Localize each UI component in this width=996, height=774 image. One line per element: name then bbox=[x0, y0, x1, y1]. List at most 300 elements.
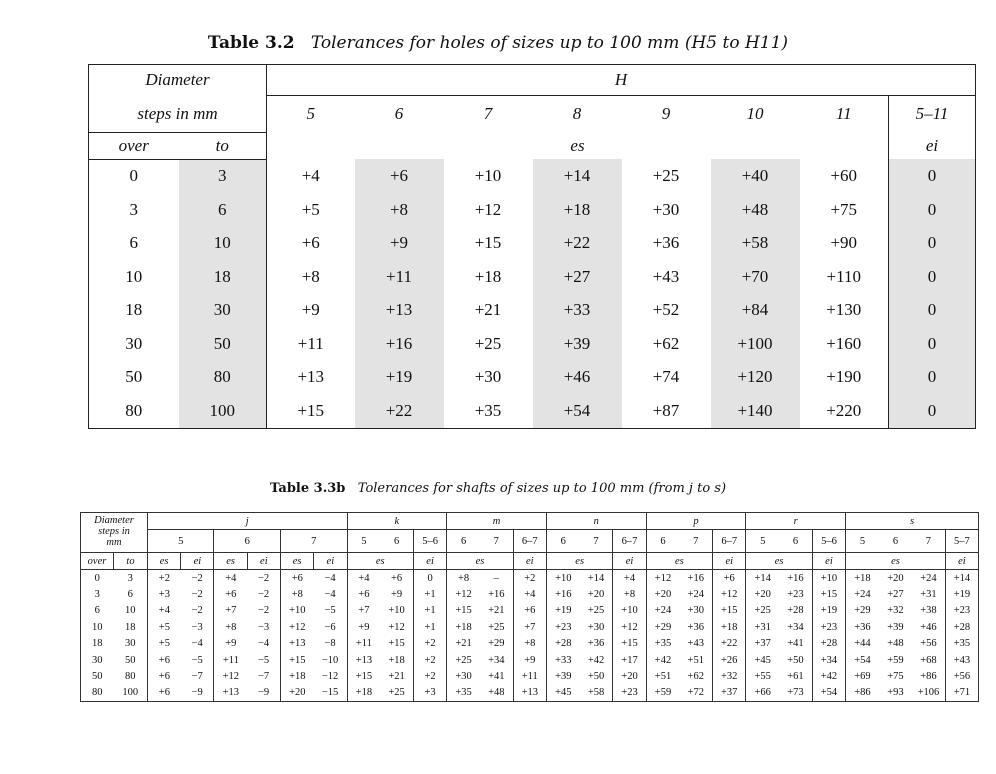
shaft-grade-header: 7 bbox=[912, 530, 945, 553]
shaft-value-cell: +12 bbox=[713, 586, 746, 602]
shaft-over-cell: 10 bbox=[81, 619, 114, 635]
es-cell: +30 bbox=[652, 199, 680, 219]
shaft-value-cell: +7 bbox=[513, 619, 546, 635]
grade-header: 8 bbox=[572, 104, 582, 123]
ei-cell: 0 bbox=[889, 394, 976, 428]
es-cell: +48 bbox=[711, 193, 800, 227]
grade-header: 9 bbox=[661, 104, 671, 123]
shaft-value-cell: +41 bbox=[787, 638, 804, 650]
shaft-value-cell: +5 bbox=[148, 619, 181, 635]
shaft-value-cell: +86 bbox=[846, 685, 879, 702]
shaft-ei-label: ei bbox=[812, 553, 845, 570]
shaft-value-cell: +15 bbox=[280, 652, 313, 668]
ei-cell: 0 bbox=[889, 227, 976, 261]
shaft-group-header: n bbox=[546, 513, 646, 530]
es-cell: +75 bbox=[830, 199, 858, 219]
to-cell: 80 bbox=[179, 361, 267, 395]
shaft-ei-label: ei bbox=[713, 553, 746, 570]
shaft-value-cell: −7 bbox=[191, 671, 203, 683]
shaft-value-cell: +56 bbox=[945, 668, 978, 684]
es-cell: +10 bbox=[474, 166, 502, 185]
grade-header: 5 bbox=[267, 96, 355, 133]
shaft-value-cell: +28 bbox=[546, 636, 579, 652]
over-header: over bbox=[89, 132, 179, 159]
shaft-value-cell: +23 bbox=[945, 603, 978, 619]
shaft-to-cell: 3 bbox=[127, 572, 133, 584]
shaft-value-cell: +39 bbox=[546, 668, 579, 684]
shaft-value-cell: +46 bbox=[920, 621, 937, 633]
shaft-value-cell: +32 bbox=[713, 668, 746, 684]
shaft-value-cell: +15 bbox=[447, 603, 480, 619]
shaft-value-cell: +50 bbox=[587, 671, 605, 683]
table-row bbox=[81, 603, 979, 619]
shaft-value-cell: +54 bbox=[846, 652, 879, 668]
es-cell: +110 bbox=[826, 266, 861, 286]
es-cell: +87 bbox=[622, 394, 711, 428]
es-cell: +15 bbox=[267, 394, 355, 428]
over-cell: 18 bbox=[89, 294, 179, 328]
shaft-over-cell: 3 bbox=[81, 586, 114, 602]
shaft-value-cell: +61 bbox=[787, 671, 804, 683]
shaft-value-cell: +29 bbox=[646, 619, 679, 635]
table1-caption-number: Table 3.2 bbox=[207, 33, 295, 53]
shaft-value-cell: +14 bbox=[945, 570, 978, 587]
shaft-value-cell: +14 bbox=[587, 572, 605, 584]
shaft-value-cell: +10 bbox=[546, 570, 579, 587]
shaft-over-cell: 0 bbox=[81, 570, 114, 587]
shaft-over-cell: 80 bbox=[81, 685, 114, 702]
es-cell: +36 bbox=[652, 233, 680, 253]
table-row bbox=[81, 570, 979, 587]
shaft-value-cell: +9 bbox=[391, 589, 403, 601]
table-row bbox=[89, 394, 976, 428]
to-cell: 50 bbox=[179, 327, 267, 361]
shaft-value-cell: +59 bbox=[887, 654, 904, 666]
shaft-value-cell: +23 bbox=[546, 619, 579, 635]
shaft-value-cell: −10 bbox=[321, 654, 339, 666]
es-cell: +11 bbox=[267, 327, 355, 361]
shaft-value-cell: −5 bbox=[324, 605, 336, 617]
shaft-value-cell: +20 bbox=[887, 572, 904, 584]
shaft-grade-header: 7 bbox=[580, 530, 613, 553]
es-cell: +15 bbox=[474, 233, 502, 253]
ei-cell: 0 bbox=[889, 327, 976, 361]
shaft-value-cell: +32 bbox=[887, 605, 904, 617]
es-cell: +6 bbox=[267, 227, 355, 261]
shaft-es-label: es bbox=[280, 553, 313, 570]
shaft-value-cell: +15 bbox=[713, 603, 746, 619]
shaft-value-cell: −4 bbox=[258, 638, 270, 650]
shaft-value-cell: +2 bbox=[413, 668, 446, 684]
shaft-grade-header: 6–7 bbox=[713, 530, 746, 553]
es-cell: +130 bbox=[826, 300, 862, 320]
shaft-value-cell: +4 bbox=[214, 570, 247, 587]
shaft-value-cell: +39 bbox=[887, 621, 904, 633]
table-row bbox=[81, 636, 979, 652]
shaft-value-cell: +71 bbox=[945, 685, 978, 702]
es-cell: +25 bbox=[474, 333, 502, 353]
shaft-value-cell: −2 bbox=[258, 589, 270, 601]
shaft-grade-header: 5–7 bbox=[945, 530, 978, 553]
shaft-value-cell: +11 bbox=[214, 652, 247, 668]
es-cell: +30 bbox=[474, 367, 502, 387]
shaft-grade-header: 6 bbox=[646, 530, 679, 553]
shaft-grade-header: 6 bbox=[879, 530, 912, 553]
shaft-value-cell: +6 bbox=[148, 685, 181, 702]
shaft-value-cell: +4 bbox=[148, 603, 181, 619]
shaft-value-cell: +27 bbox=[887, 589, 904, 601]
over-cell: 50 bbox=[89, 361, 179, 395]
shaft-value-cell: +36 bbox=[846, 619, 879, 635]
table-row bbox=[81, 685, 979, 702]
shaft-grade-header: 5–6 bbox=[413, 530, 446, 553]
table-row bbox=[89, 260, 976, 294]
shaft-diameter-line2: steps in bbox=[98, 526, 130, 537]
shaft-value-cell: +48 bbox=[887, 638, 904, 650]
shaft-value-cell: +19 bbox=[812, 603, 845, 619]
shaft-value-cell: – bbox=[493, 572, 499, 584]
shaft-grade-header: 5 bbox=[846, 530, 879, 553]
shaft-value-cell: +7 bbox=[347, 603, 380, 619]
to-cell: 10 bbox=[179, 227, 267, 261]
shaft-value-cell: +13 bbox=[280, 636, 313, 652]
shaft-value-cell: −2 bbox=[191, 605, 203, 617]
shaft-diameter-line3: mm bbox=[106, 537, 122, 548]
grade-header: 11 bbox=[835, 104, 852, 123]
shaft-value-cell: +10 bbox=[812, 570, 845, 587]
shaft-es-label: es bbox=[148, 553, 181, 570]
shaft-value-cell: −9 bbox=[247, 685, 280, 702]
es-cell: +9 bbox=[267, 294, 355, 328]
shaft-value-cell: +23 bbox=[613, 685, 646, 702]
shaft-value-cell: +42 bbox=[587, 654, 605, 666]
shaft-es-label: es bbox=[746, 553, 812, 570]
shaft-grade-header: 6 bbox=[546, 530, 579, 553]
shaft-value-cell: +21 bbox=[388, 671, 405, 683]
shaft-value-cell: −5 bbox=[258, 654, 270, 666]
es-cell: +16 bbox=[355, 327, 444, 361]
es-cell: +18 bbox=[474, 266, 502, 286]
shaft-value-cell: +31 bbox=[746, 619, 779, 635]
shaft-value-cell: +24 bbox=[920, 572, 937, 584]
ei-cell: 0 bbox=[889, 260, 976, 294]
shaft-value-cell: +68 bbox=[920, 654, 937, 666]
es-cell: +70 bbox=[711, 260, 800, 294]
shaft-value-cell: +24 bbox=[646, 603, 679, 619]
shaft-value-cell: +30 bbox=[687, 605, 704, 617]
shaft-grade-header: 7 bbox=[280, 530, 347, 553]
shaft-diameter-header bbox=[81, 513, 148, 553]
shaft-value-cell: −2 bbox=[191, 589, 203, 601]
shaft-value-cell: −6 bbox=[324, 621, 336, 633]
shaft-es-label: es bbox=[846, 553, 946, 570]
shaft-value-cell: +9 bbox=[214, 636, 247, 652]
shaft-to-cell: 6 bbox=[127, 589, 133, 601]
to-cell: 6 bbox=[179, 193, 267, 227]
shaft-value-cell: +6 bbox=[280, 570, 313, 587]
shaft-value-cell: +59 bbox=[646, 685, 679, 702]
shaft-value-cell: +106 bbox=[912, 685, 945, 702]
shaft-grade-header: 7 bbox=[480, 530, 513, 553]
shaft-value-cell: +13 bbox=[347, 652, 380, 668]
shaft-value-cell: +6 bbox=[214, 586, 247, 602]
shaft-value-cell: −3 bbox=[191, 621, 203, 633]
shaft-value-cell: +35 bbox=[447, 685, 480, 702]
es-cell: +25 bbox=[652, 166, 680, 185]
shaft-value-cell: +21 bbox=[488, 605, 505, 617]
shaft-value-cell: +1 bbox=[413, 586, 446, 602]
shaft-value-cell: +11 bbox=[347, 636, 380, 652]
shaft-value-cell: +2 bbox=[413, 652, 446, 668]
shaft-value-cell: 0 bbox=[413, 570, 446, 587]
table1-caption bbox=[0, 33, 996, 53]
shaft-over-header: over bbox=[81, 553, 114, 570]
ei-cell: 0 bbox=[889, 294, 976, 328]
ei-cell: 0 bbox=[889, 193, 976, 227]
shaft-value-cell: +66 bbox=[746, 685, 779, 702]
table-row bbox=[89, 294, 976, 328]
shaft-value-cell: +8 bbox=[613, 586, 646, 602]
shaft-grade-header: 6 bbox=[214, 530, 280, 553]
shaft-value-cell: +1 bbox=[413, 619, 446, 635]
table-row bbox=[81, 619, 979, 635]
shaft-value-cell: −2 bbox=[191, 572, 203, 584]
es-cell: +5 bbox=[267, 193, 355, 227]
es-cell: +6 bbox=[355, 159, 444, 193]
table2-caption bbox=[0, 481, 996, 496]
shaft-grade-header: 5 bbox=[746, 530, 779, 553]
diameter-header: Diameter bbox=[89, 65, 267, 96]
shaft-group-header: k bbox=[347, 513, 447, 530]
shaft-value-cell: −4 bbox=[324, 589, 336, 601]
shaft-value-cell: +21 bbox=[447, 636, 480, 652]
shaft-ei-label: ei bbox=[314, 553, 347, 570]
shaft-over-cell: 18 bbox=[81, 636, 114, 652]
shaft-value-cell: +3 bbox=[413, 685, 446, 702]
es-cell: +120 bbox=[711, 361, 800, 395]
es-cell: +14 bbox=[533, 159, 622, 193]
shaft-value-cell: +44 bbox=[846, 636, 879, 652]
shaft-value-cell: +12 bbox=[388, 621, 405, 633]
shaft-over-cell: 30 bbox=[81, 652, 114, 668]
over-cell: 6 bbox=[89, 227, 179, 261]
es-cell: +35 bbox=[444, 394, 533, 428]
shaft-value-cell: +73 bbox=[779, 685, 812, 702]
es-cell: +33 bbox=[533, 294, 622, 328]
shaft-value-cell: +28 bbox=[812, 636, 845, 652]
shaft-value-cell: +14 bbox=[746, 570, 779, 587]
grade-header: 7 bbox=[483, 104, 493, 123]
shaft-value-cell: +9 bbox=[513, 652, 546, 668]
shaft-value-cell: +48 bbox=[480, 685, 513, 702]
shaft-value-cell: +31 bbox=[920, 589, 937, 601]
shaft-grade-header: 6–7 bbox=[613, 530, 646, 553]
es-header: es bbox=[267, 132, 889, 159]
shaft-value-cell: +34 bbox=[787, 621, 804, 633]
shaft-grade-header: 5 bbox=[148, 530, 214, 553]
ei-cell: 0 bbox=[889, 361, 976, 395]
es-cell: +84 bbox=[711, 294, 800, 328]
over-cell: 80 bbox=[89, 394, 179, 428]
shaft-value-cell: +86 bbox=[920, 671, 937, 683]
es-cell: +22 bbox=[355, 394, 444, 428]
shaft-value-cell: −5 bbox=[191, 654, 203, 666]
shaft-group-header: j bbox=[148, 513, 347, 530]
shaft-grade-header: 6 bbox=[447, 530, 480, 553]
shaft-value-cell: +51 bbox=[646, 668, 679, 684]
shaft-value-cell: +4 bbox=[347, 570, 380, 587]
shaft-ei-label: ei bbox=[247, 553, 280, 570]
over-cell: 10 bbox=[89, 260, 179, 294]
shaft-value-cell: +34 bbox=[488, 654, 505, 666]
to-header: to bbox=[179, 132, 267, 159]
es-cell: +74 bbox=[652, 367, 680, 387]
es-cell: +27 bbox=[533, 260, 622, 294]
grade-header: 10 bbox=[746, 104, 764, 123]
shaft-value-cell: +9 bbox=[347, 619, 380, 635]
shaft-value-cell: +17 bbox=[613, 652, 646, 668]
shaft-value-cell: +51 bbox=[687, 654, 704, 666]
shaft-value-cell: +10 bbox=[388, 605, 405, 617]
shaft-value-cell: +24 bbox=[687, 589, 704, 601]
shaft-value-cell: +6 bbox=[513, 603, 546, 619]
shaft-value-cell: +25 bbox=[447, 652, 480, 668]
es-cell: +12 bbox=[474, 199, 502, 219]
shaft-value-cell: +4 bbox=[513, 586, 546, 602]
shaft-es-label: es bbox=[214, 553, 247, 570]
shaft-over-cell: 50 bbox=[81, 668, 114, 684]
table2-caption-number: Table 3.3b bbox=[269, 481, 346, 496]
shaft-to-cell: 100 bbox=[114, 685, 148, 702]
es-cell: +8 bbox=[355, 193, 444, 227]
shaft-value-cell: +37 bbox=[746, 636, 779, 652]
shaft-value-cell: +20 bbox=[587, 589, 605, 601]
es-cell: +220 bbox=[800, 394, 889, 428]
shaft-value-cell: +20 bbox=[280, 685, 313, 702]
table1-caption-text: Tolerances for holes of sizes up to 100 mm (H5 to H11) bbox=[310, 33, 789, 53]
table-row bbox=[89, 227, 976, 261]
shaft-value-cell: +11 bbox=[513, 668, 546, 684]
shaft-value-cell: +30 bbox=[447, 668, 480, 684]
shaft-value-cell: +72 bbox=[679, 685, 712, 702]
es-cell: +11 bbox=[355, 260, 444, 294]
shaft-value-cell: +13 bbox=[513, 685, 546, 702]
shaft-value-cell: +3 bbox=[148, 586, 181, 602]
table-row bbox=[89, 327, 976, 361]
shaft-value-cell: −12 bbox=[321, 671, 339, 683]
shaft-value-cell: +22 bbox=[713, 636, 746, 652]
shaft-to-cell: 30 bbox=[125, 638, 136, 650]
shaft-value-cell: +2 bbox=[148, 570, 181, 587]
shaft-ei-label: ei bbox=[413, 553, 446, 570]
shaft-ei-label: ei bbox=[945, 553, 978, 570]
shaft-grade-header: 6 bbox=[779, 530, 812, 553]
shaft-value-cell: +12 bbox=[214, 668, 247, 684]
shaft-value-cell: +25 bbox=[587, 605, 605, 617]
es-cell: +190 bbox=[826, 367, 862, 387]
shaft-ei-label: ei bbox=[613, 553, 646, 570]
shaft-value-cell: +15 bbox=[812, 586, 845, 602]
es-cell: +18 bbox=[533, 193, 622, 227]
grade-header: 6 bbox=[394, 104, 404, 123]
over-cell: 3 bbox=[89, 193, 179, 227]
shaft-value-cell: +23 bbox=[787, 589, 804, 601]
shaft-value-cell: +10 bbox=[613, 603, 646, 619]
shaft-value-cell: +30 bbox=[587, 621, 605, 633]
shaft-value-cell: +38 bbox=[920, 605, 937, 617]
shaft-ei-label: ei bbox=[181, 553, 214, 570]
shaft-value-cell: −4 bbox=[191, 638, 203, 650]
shaft-value-cell: +12 bbox=[613, 619, 646, 635]
es-cell: +39 bbox=[533, 327, 622, 361]
es-cell: +4 bbox=[267, 159, 355, 193]
shaft-grade-header: 5 bbox=[347, 530, 380, 553]
shaft-value-cell: +6 bbox=[148, 668, 181, 684]
shaft-value-cell: +28 bbox=[787, 605, 804, 617]
shaft-es-label: es bbox=[646, 553, 712, 570]
shaft-value-cell: +58 bbox=[580, 685, 613, 702]
shaft-value-cell: +8 bbox=[280, 586, 313, 602]
shaft-value-cell: +25 bbox=[746, 603, 779, 619]
shaft-es-label: es bbox=[347, 553, 413, 570]
shaft-value-cell: +19 bbox=[945, 586, 978, 602]
shaft-value-cell: +25 bbox=[488, 621, 505, 633]
shaft-value-cell: +43 bbox=[945, 652, 978, 668]
shaft-value-cell: +8 bbox=[214, 619, 247, 635]
table-row bbox=[81, 586, 979, 602]
shaft-value-cell: +93 bbox=[879, 685, 912, 702]
shaft-group-header: p bbox=[646, 513, 746, 530]
shaft-value-cell: +28 bbox=[945, 619, 978, 635]
shaft-value-cell: +23 bbox=[812, 619, 845, 635]
shaft-value-cell: +20 bbox=[646, 586, 679, 602]
shaft-to-header: to bbox=[114, 553, 148, 570]
shaft-value-cell: +36 bbox=[587, 638, 605, 650]
grade-header: 5–11 bbox=[889, 96, 976, 133]
shaft-value-cell: +7 bbox=[214, 603, 247, 619]
shaft-value-cell: +1 bbox=[413, 603, 446, 619]
shaft-value-cell: +34 bbox=[812, 652, 845, 668]
shaft-value-cell: +36 bbox=[687, 621, 704, 633]
shaft-value-cell: +62 bbox=[687, 671, 704, 683]
ei-header: ei bbox=[889, 132, 976, 159]
shaft-to-cell: 50 bbox=[125, 654, 136, 666]
shaft-value-cell: +12 bbox=[646, 570, 679, 587]
shaft-value-cell: +20 bbox=[613, 668, 646, 684]
es-cell: +40 bbox=[711, 159, 800, 193]
shaft-value-cell: +24 bbox=[846, 586, 879, 602]
shaft-tolerance-table bbox=[80, 512, 979, 702]
es-cell: +43 bbox=[652, 266, 680, 286]
shaft-value-cell: +13 bbox=[214, 685, 247, 702]
over-cell: 30 bbox=[89, 327, 179, 361]
es-cell: +140 bbox=[711, 394, 800, 428]
shaft-value-cell: +18 bbox=[388, 654, 405, 666]
shaft-value-cell: +29 bbox=[488, 638, 505, 650]
shaft-value-cell: +55 bbox=[746, 668, 779, 684]
hole-tolerance-table bbox=[88, 64, 976, 429]
shaft-value-cell: +15 bbox=[613, 636, 646, 652]
table-row bbox=[89, 159, 976, 193]
shaft-value-cell: +42 bbox=[812, 668, 845, 684]
table-row bbox=[89, 361, 976, 395]
table2-caption-text: Tolerances for shafts of sizes up to 100 mm (from j to s) bbox=[357, 481, 727, 496]
shaft-value-cell: +16 bbox=[687, 572, 704, 584]
shaft-value-cell: +12 bbox=[280, 619, 313, 635]
es-cell: +58 bbox=[711, 227, 800, 261]
shaft-value-cell: +19 bbox=[546, 603, 579, 619]
shaft-value-cell: +6 bbox=[391, 572, 403, 584]
